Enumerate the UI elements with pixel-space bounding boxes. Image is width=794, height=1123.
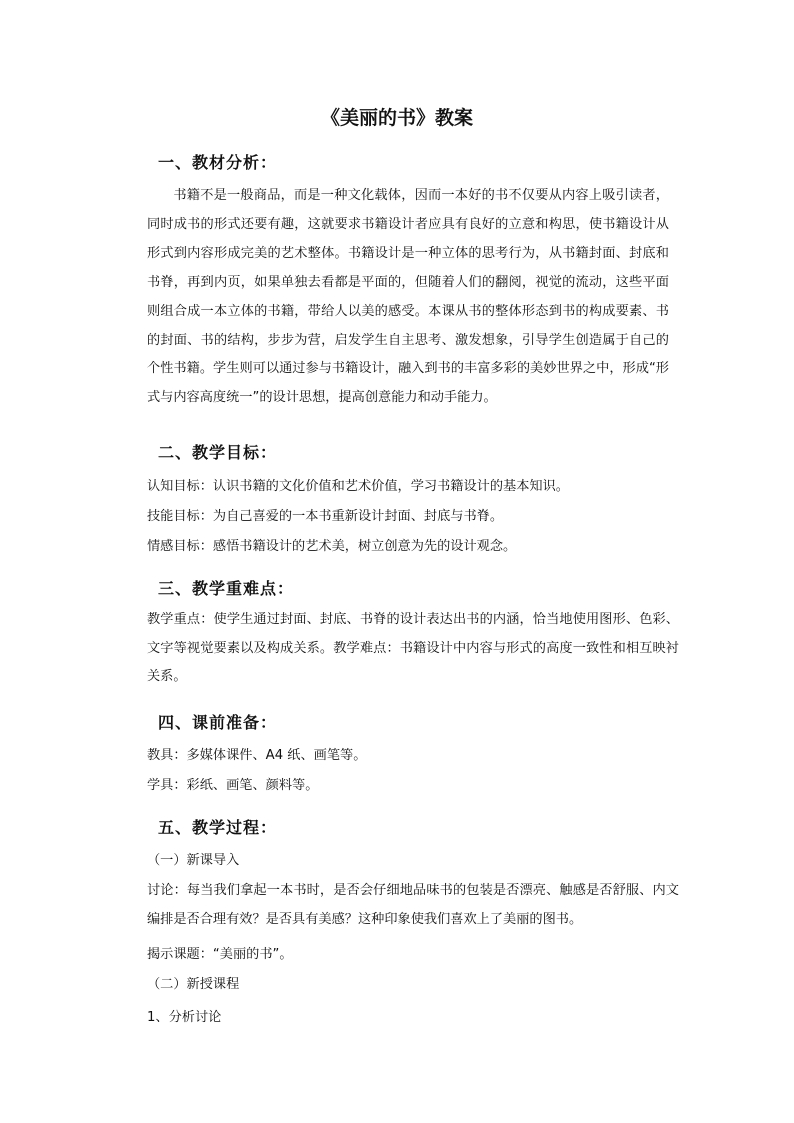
section-heading-textbook-analysis: 一、教材分析： [158,153,278,172]
goal-emotion: 情感目标：感悟书籍设计的艺术美，树立创意为先的设计观念。 [147,539,517,554]
document-title: 《美丽的书》教案 [320,107,473,129]
key-points-paragraph: 教学重点：使学生通过封面、封底、书脊的设计表达出书的内涵，恰当地使用图形、色彩、文字等视觉要素以及构成关系。教学难点：书籍设计中内容与形式的高度一致性和相互映衬关系。 [147,612,679,684]
textbook-analysis-paragraph: 书籍不是一般商品，而是一种文化载体，因而一本好的书不仅要从内容上吸引读者，同时成书的形式还要有趣，这就要求书籍设计者应具有良好的立意和构思，使书籍设计从形式到内容形成完美的艺术整体。书籍设计是一种立体的思考行为，从书籍封面、封底和书脊，再到内页，如果单独去看都是平面的，但随着人们的翻阅，视觉的流动，这些平面则组合成一本立体的书籍，带给人以美的感受。本课从书的整体形态到书的构成要素、书的封面、书的结构，步步为营，启发学生自主思考、激发想象，引导学生创造属于自己的个性书籍。学生则可以通过参与书籍设计，融入到书的丰富多彩的美妙世界之中，形成“形式与内容高度统一”的设计思想，提高创意能力和动手能力。 [147,188,669,406]
subsection-new-lesson: （二）新授课程 [147,977,240,992]
goal-cognitive: 认知目标：认识书籍的文化价值和艺术价值，学习书籍设计的基本知识。 [147,479,569,494]
goal-skill: 技能目标：为自己喜爱的一本书重新设计封面、封底与书脊。 [147,509,504,524]
step-analysis-discussion: 1、分析讨论 [147,1010,222,1025]
section-heading-teaching-process: 五、教学过程： [158,818,278,837]
prep-teaching-aids: 教具：多媒体课件、A4 纸、画笔等。 [147,748,367,763]
discussion-paragraph: 讨论：每当我们拿起一本书时，是否会仔细地品味书的包装是否漂亮、触感是否舒服、内文编排是否合理有效？是否具有美感？这种印象使我们喜欢上了美丽的图书。 [147,883,679,927]
section-heading-key-points: 三、教学重难点： [158,579,295,598]
section-heading-preparation: 四、课前准备： [158,713,278,732]
topic-reveal: 揭示课题：“美丽的书”。 [147,947,293,962]
prep-student-materials: 学具：彩纸、画笔、颜料等。 [147,778,319,793]
section-heading-teaching-goals: 二、教学目标： [158,443,278,462]
subsection-introduction: （一）新课导入 [147,853,240,868]
